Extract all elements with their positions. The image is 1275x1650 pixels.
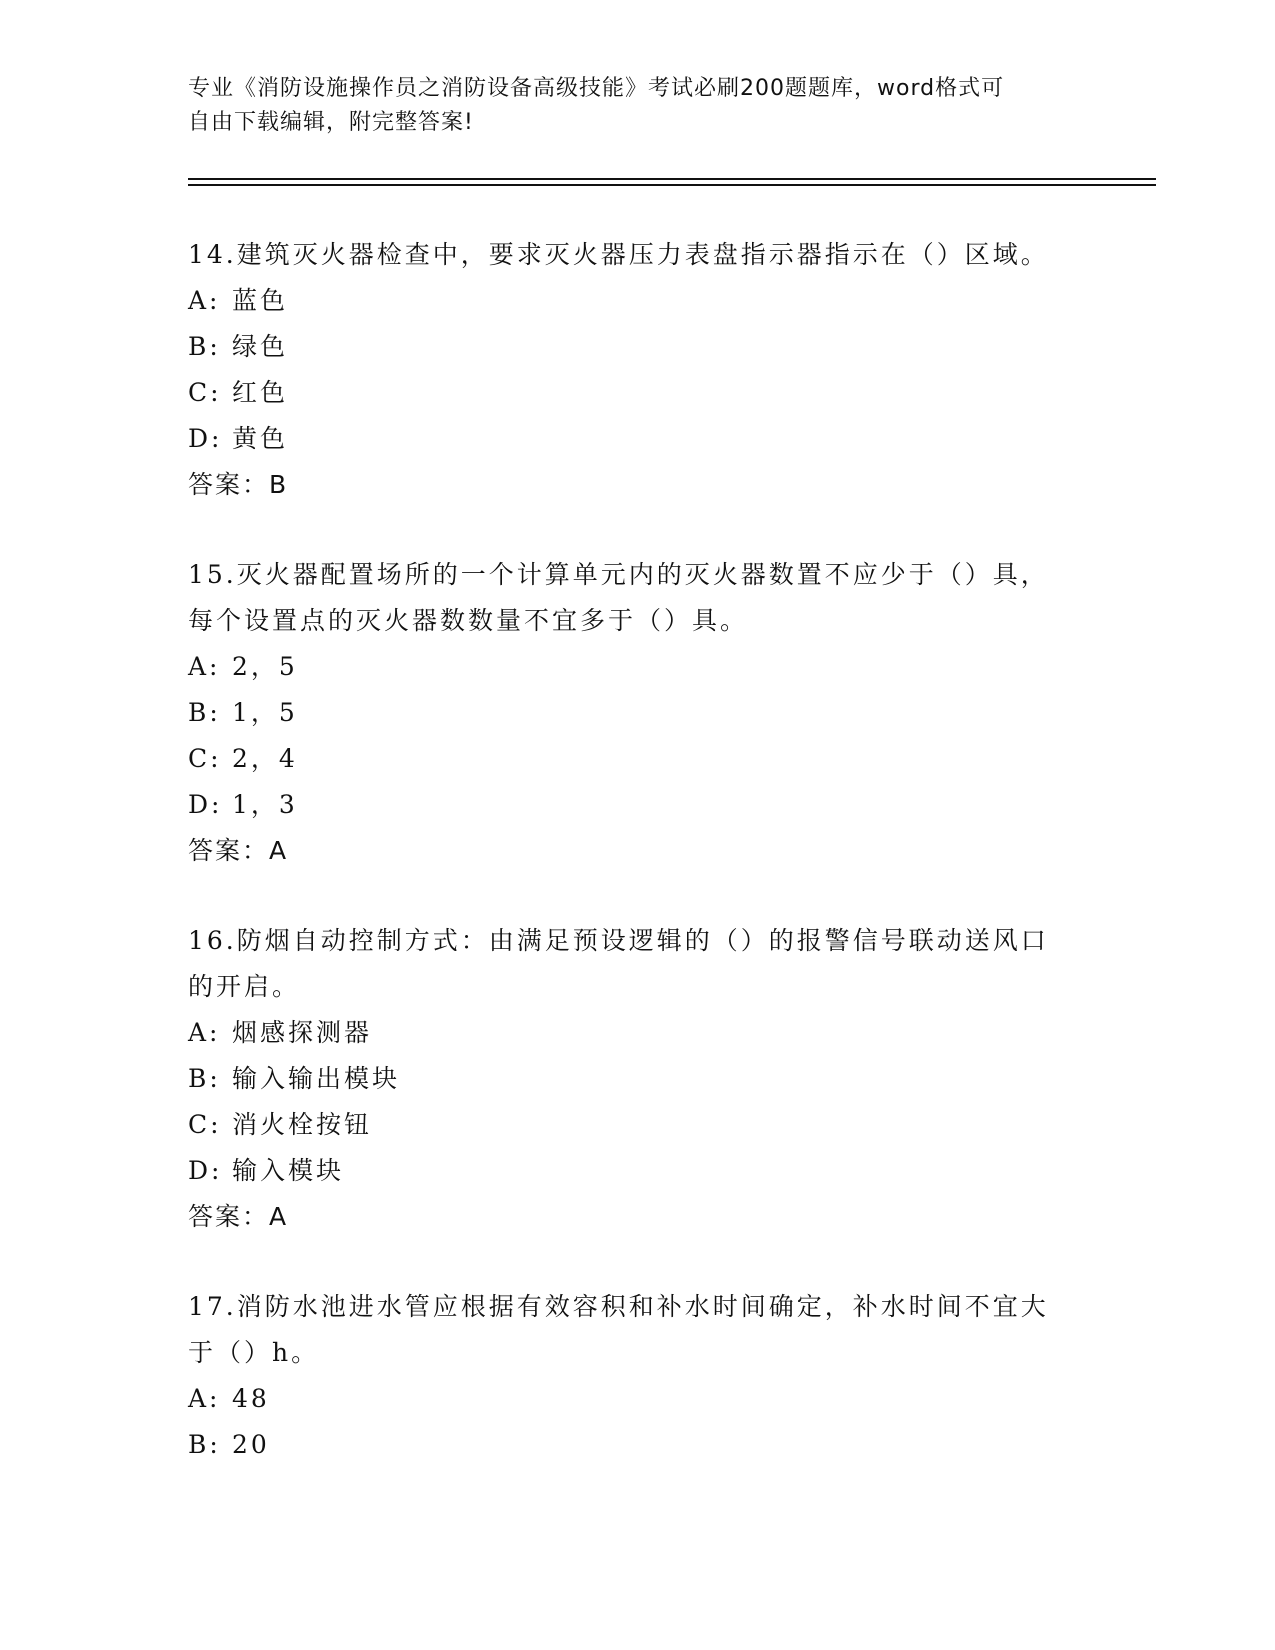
answer-option: [188, 416, 1088, 462]
answer-option: [188, 736, 1088, 782]
question-stem-line: 16.防烟自动控制方式：由满足预设逻辑的（）的报警信号联动送风口: [188, 926, 1049, 955]
header-divider-bottom: [188, 184, 1156, 186]
answer-key: 答案：A: [188, 836, 289, 865]
question-stem: [188, 1284, 1088, 1376]
question-stem-line: 17.消防水池进水管应根据有效容积和补水时间确定，补水时间不宜大: [188, 1292, 1049, 1321]
question-list: [188, 232, 1088, 1512]
option-letter: B:: [188, 1064, 221, 1093]
option-letter: B:: [188, 698, 221, 727]
option-text: 消火栓按钮: [232, 1110, 373, 1139]
header-line-1: 专业《消防设施操作员之消防设备高级技能》考试必刷200题题库，word格式可: [188, 76, 1005, 101]
header-line-2: 自由下载编辑，附完整答案!: [188, 110, 474, 135]
option-letter: C:: [188, 378, 222, 407]
option-text: 输入模块: [232, 1156, 345, 1185]
option-text: 输入输出模块: [232, 1064, 401, 1093]
option-text: 2，4: [232, 744, 298, 773]
option-text: 绿色: [232, 332, 289, 361]
question-stem-line: 的开启。: [188, 972, 301, 1001]
option-text: 黄色: [232, 424, 289, 453]
option-text: 烟感探测器: [232, 1018, 373, 1047]
answer-option: [188, 782, 1088, 828]
header-divider-top: [188, 178, 1156, 180]
question-stem-line: 15.灭火器配置场所的一个计算单元内的灭火器数置不应少于（）具，: [188, 560, 1049, 589]
option-text: 蓝色: [232, 286, 289, 315]
answer-key: 答案：A: [188, 1202, 289, 1231]
option-letter: D:: [188, 1156, 223, 1185]
answer-option: [188, 278, 1088, 324]
question-stem-line: 14.建筑灭火器检查中，要求灭火器压力表盘指示器指示在（）区域。: [188, 240, 1049, 269]
option-letter: A:: [188, 1018, 221, 1047]
question-stem: [188, 552, 1088, 644]
answer-option: [188, 1376, 1088, 1422]
question-block: [188, 918, 1088, 1240]
question-stem: [188, 232, 1088, 278]
option-letter: D:: [188, 424, 223, 453]
option-letter: B:: [188, 1430, 221, 1459]
option-letter: C:: [188, 744, 222, 773]
answer-option: [188, 644, 1088, 690]
option-letter: A:: [188, 652, 221, 681]
answer-option: [188, 1102, 1088, 1148]
answer-key: 答案：B: [188, 470, 289, 499]
question-block: [188, 232, 1088, 508]
answer-option: [188, 324, 1088, 370]
question-block: [188, 1284, 1088, 1468]
option-text: 1，3: [232, 790, 298, 819]
answer-option: [188, 1148, 1088, 1194]
answer-option: [188, 370, 1088, 416]
option-letter: A:: [188, 286, 221, 315]
option-text: 20: [232, 1430, 270, 1459]
question-stem: [188, 918, 1088, 1010]
question-stem-line: 每个设置点的灭火器数数量不宜多于（）具。: [188, 606, 749, 635]
option-letter: C:: [188, 1110, 222, 1139]
answer-option: [188, 690, 1088, 736]
answer-option: [188, 1010, 1088, 1056]
option-letter: D:: [188, 790, 223, 819]
question-block: [188, 552, 1088, 874]
option-letter: B:: [188, 332, 221, 361]
option-text: 48: [232, 1384, 270, 1413]
option-letter: A:: [188, 1384, 221, 1413]
option-text: 红色: [232, 378, 289, 407]
answer-option: [188, 1056, 1088, 1102]
option-text: 1，5: [232, 698, 298, 727]
document-header: [188, 72, 1068, 140]
option-text: 2，5: [232, 652, 298, 681]
question-stem-line: 于（）h。: [188, 1338, 320, 1367]
answer-option: [188, 1422, 1088, 1468]
